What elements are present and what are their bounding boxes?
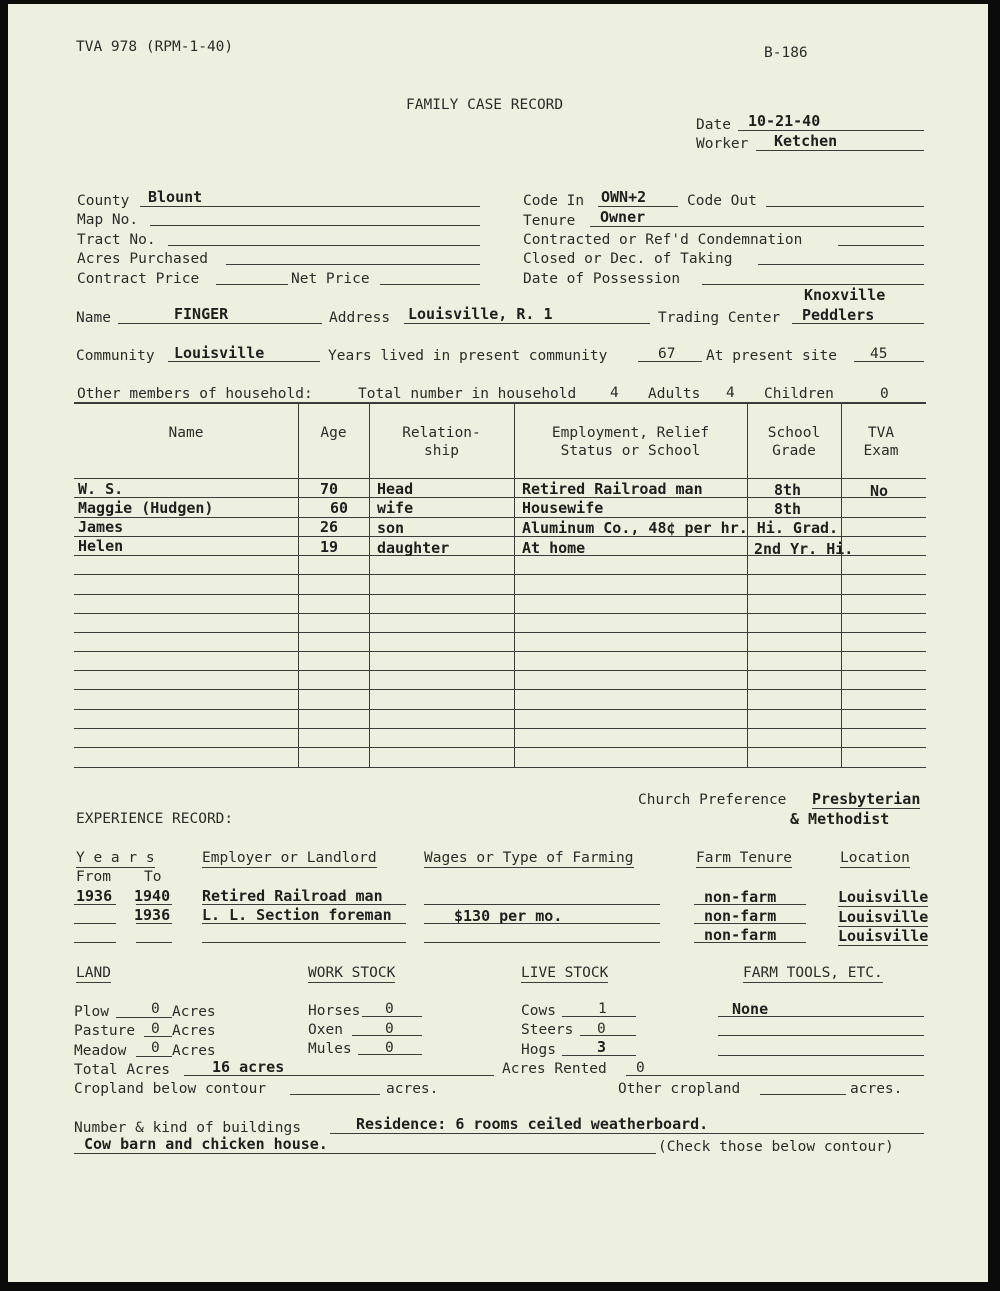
- live-stock-title: LIVE STOCK: [521, 965, 609, 981]
- plow-line: [116, 1017, 172, 1018]
- member-name: James: [78, 518, 124, 536]
- member-relationship: daughter: [377, 539, 450, 557]
- col-header-relationship: Relation- ship: [402, 425, 481, 459]
- member-employment: At home: [522, 539, 586, 557]
- name-line: [118, 323, 322, 324]
- table-row-rule: [74, 747, 926, 748]
- cropland-label: Cropland below contour: [74, 1081, 267, 1097]
- to-header: To: [144, 869, 162, 885]
- buildings-label: Number & kind of buildings: [74, 1120, 301, 1136]
- table-row-rule: [74, 478, 926, 479]
- other-cropland-line: [760, 1094, 846, 1095]
- years-value: 67: [658, 346, 676, 362]
- table-row-rule: [74, 651, 926, 652]
- location-header: Location: [840, 850, 910, 866]
- map-label: Map No.: [77, 212, 139, 228]
- exp-to: 1936: [134, 906, 171, 924]
- member-age: 19: [320, 538, 339, 556]
- hogs-label: Hogs: [521, 1042, 556, 1058]
- member-name: W. S.: [78, 480, 124, 498]
- other-cropland-label: Other cropland: [618, 1081, 741, 1097]
- total-acres-label: Total Acres: [74, 1062, 171, 1078]
- member-exam: No: [870, 482, 889, 500]
- map-line: [150, 225, 480, 226]
- possession-label: Date of Possession: [523, 271, 681, 287]
- wages-header: Wages or Type of Farming: [424, 850, 634, 866]
- closed-label: Closed or Dec. of Taking: [523, 251, 733, 267]
- net-price-label: Net Price: [291, 271, 370, 287]
- horses-value: 0: [385, 1001, 394, 1017]
- household-label: Other members of household:: [77, 386, 313, 402]
- buildings-line: [330, 1133, 924, 1134]
- farm-tenure-header: Farm Tenure: [696, 850, 793, 866]
- site-line: [854, 361, 924, 362]
- member-grade: 8th: [774, 481, 802, 499]
- other-cropland-unit: acres.: [850, 1081, 903, 1097]
- worker-value: Ketchen: [774, 132, 838, 150]
- col-header-grade: School Grade: [767, 425, 821, 459]
- buildings-note: (Check those below contour): [658, 1139, 894, 1155]
- pasture-unit: Acres: [172, 1023, 216, 1039]
- cows-value: 1: [598, 1001, 607, 1017]
- exp-location: Louisville: [838, 927, 929, 945]
- exp-location: Louisville: [838, 908, 929, 926]
- church-value-2: & Methodist: [790, 810, 890, 828]
- table-row-rule: [74, 709, 926, 710]
- pasture-value: 0: [151, 1021, 160, 1037]
- tract-label: Tract No.: [77, 232, 156, 248]
- acres-rented-value: 0: [636, 1060, 645, 1076]
- col-header-age: Age: [320, 425, 347, 441]
- cropland-unit: acres.: [386, 1081, 439, 1097]
- oxen-label: Oxen: [308, 1022, 343, 1038]
- site-value: 45: [870, 346, 888, 362]
- acres-rented-line: [626, 1075, 924, 1076]
- code-in-line: [598, 206, 678, 207]
- trading-value: Peddlers: [802, 306, 875, 324]
- buildings-line1: Residence: 6 rooms ceiled weatherboard.: [356, 1115, 709, 1133]
- children-value: 0: [880, 386, 889, 402]
- community-label: Community: [76, 348, 155, 364]
- contract-price-label: Contract Price: [77, 271, 200, 287]
- years-header: Y e a r s: [76, 850, 155, 866]
- member-relationship: wife: [377, 499, 414, 517]
- trading-city-value: Knoxville: [804, 286, 886, 304]
- exp-tenure: non-farm: [704, 888, 777, 906]
- exp-tenure: non-farm: [704, 907, 777, 925]
- meadow-value: 0: [151, 1040, 160, 1056]
- table-row-rule: [74, 594, 926, 595]
- work-stock-title: WORK STOCK: [308, 965, 396, 981]
- table-row-rule: [74, 574, 926, 575]
- name-value: FINGER: [174, 305, 229, 323]
- exp-from: 1936: [76, 887, 113, 905]
- wages-line: [424, 942, 660, 943]
- community-value: Louisville: [174, 344, 265, 362]
- member-name: Maggie (Hudgen): [78, 499, 214, 517]
- exp-employer: L. L. Section foreman: [202, 906, 392, 924]
- land-title: LAND: [76, 965, 111, 981]
- table-row-rule: [74, 670, 926, 671]
- tract-line: [168, 245, 480, 246]
- pasture-label: Pasture: [74, 1023, 136, 1039]
- closed-line: [758, 264, 924, 265]
- form-number: B-186: [764, 45, 808, 61]
- table-top-rule: [74, 402, 926, 404]
- member-name: Helen: [78, 537, 124, 555]
- member-age: 26: [320, 518, 339, 536]
- address-label: Address: [329, 310, 391, 326]
- tenure-line: [590, 226, 924, 227]
- date-label: Date: [696, 117, 731, 133]
- county-line: [140, 206, 480, 207]
- address-value: Louisville, R. 1: [408, 305, 553, 323]
- plow-value: 0: [151, 1001, 160, 1017]
- from-line: [74, 942, 116, 943]
- member-grade: 8th: [774, 500, 802, 518]
- code-in-label: Code In: [523, 193, 585, 209]
- col-header-exam: TVA Exam: [863, 425, 899, 459]
- from-line: [74, 923, 116, 924]
- tools-value: None: [732, 1000, 769, 1018]
- horses-label: Horses: [308, 1003, 361, 1019]
- exp-tenure: non-farm: [704, 926, 777, 944]
- from-header: From: [76, 869, 111, 885]
- tools-line: [718, 1055, 924, 1056]
- form-title: FAMILY CASE RECORD: [406, 97, 564, 113]
- tenure-value: Owner: [600, 208, 646, 226]
- member-age: 60: [330, 499, 349, 517]
- date-line: [738, 130, 924, 131]
- worker-line: [756, 150, 924, 151]
- site-label: At present site: [706, 348, 837, 364]
- oxen-value: 0: [385, 1021, 394, 1037]
- county-label: County: [77, 193, 130, 209]
- net-price-line: [380, 284, 480, 285]
- table-row-rule: [74, 767, 926, 768]
- wages-line: [424, 904, 660, 905]
- meadow-label: Meadow: [74, 1043, 127, 1059]
- plow-label: Plow: [74, 1004, 109, 1020]
- buildings-line: [74, 1153, 656, 1154]
- meadow-unit: Acres: [172, 1043, 216, 1059]
- member-employment: Retired Railroad man: [522, 480, 703, 498]
- table-row-rule: [74, 728, 926, 729]
- member-relationship: Head: [377, 480, 414, 498]
- buildings-line2: Cow barn and chicken house.: [84, 1135, 328, 1153]
- church-value: Presbyterian: [812, 790, 921, 808]
- plow-unit: Acres: [172, 1004, 216, 1020]
- table-row-rule: [74, 613, 926, 614]
- member-employment: Housewife: [522, 499, 604, 517]
- table-row-rule: [74, 689, 926, 690]
- code-in-value: OWN+2: [601, 188, 647, 206]
- col-header-employment: Employment, Relief Status or School: [551, 425, 710, 459]
- date-value: 10-21-40: [748, 112, 821, 130]
- tenure-label: Tenure: [523, 213, 576, 229]
- cropland-line: [290, 1094, 380, 1095]
- to-line: [136, 942, 172, 943]
- county-value: Blount: [148, 188, 203, 206]
- years-label: Years lived in present community: [328, 348, 608, 364]
- worker-label: Worker: [696, 136, 749, 152]
- condemnation-label: Contracted or Ref'd Condemnation: [523, 232, 803, 248]
- steers-value: 0: [597, 1021, 606, 1037]
- experience-title: EXPERIENCE RECORD:: [76, 811, 234, 827]
- total-acres-value: 16 acres: [212, 1058, 285, 1076]
- code-out-line: [766, 206, 924, 207]
- code-out-label: Code Out: [687, 193, 757, 209]
- exp-location: Louisville: [838, 888, 929, 906]
- trading-label: Trading Center: [658, 310, 781, 326]
- condemnation-line: [838, 245, 924, 246]
- family-case-record-form: [8, 4, 988, 1282]
- member-grade: 2nd Yr. Hi.: [754, 540, 854, 558]
- exp-employer: Retired Railroad man: [202, 887, 383, 905]
- hogs-value: 3: [597, 1038, 607, 1056]
- children-label: Children: [764, 386, 834, 402]
- exp-to: 1940: [134, 887, 171, 905]
- address-line: [404, 323, 650, 324]
- mules-label: Mules: [308, 1041, 352, 1057]
- table-col-divider: [298, 404, 299, 768]
- steers-line: [580, 1035, 636, 1036]
- member-relationship: son: [377, 519, 405, 537]
- mules-value: 0: [385, 1040, 394, 1056]
- acres-rented-label: Acres Rented: [502, 1061, 607, 1077]
- possession-line: [702, 284, 924, 285]
- steers-label: Steers: [521, 1022, 574, 1038]
- employer-header: Employer or Landlord: [202, 850, 377, 866]
- adults-label: Adults: [648, 386, 701, 402]
- member-employment: Aluminum Co., 48¢ per hr. Hi. Grad.: [522, 519, 839, 537]
- adults-value: 4: [726, 385, 735, 401]
- church-label: Church Preference: [638, 792, 787, 808]
- member-age: 70: [320, 480, 339, 498]
- total-value: 4: [610, 385, 619, 401]
- acres-purchased-line: [226, 264, 480, 265]
- acres-purchased-label: Acres Purchased: [77, 251, 208, 267]
- employer-line: [202, 942, 406, 943]
- form-code: TVA 978 (RPM-1-40): [76, 39, 234, 55]
- cows-label: Cows: [521, 1003, 556, 1019]
- name-label: Name: [76, 310, 111, 326]
- col-header-name: Name: [168, 425, 204, 441]
- exp-wages: $130 per mo.: [454, 907, 563, 925]
- contract-price-line: [216, 284, 288, 285]
- farm-tools-title: FARM TOOLS, ETC.: [743, 965, 883, 981]
- table-row-rule: [74, 632, 926, 633]
- tools-line: [718, 1035, 924, 1036]
- total-label: Total number in household: [358, 386, 577, 402]
